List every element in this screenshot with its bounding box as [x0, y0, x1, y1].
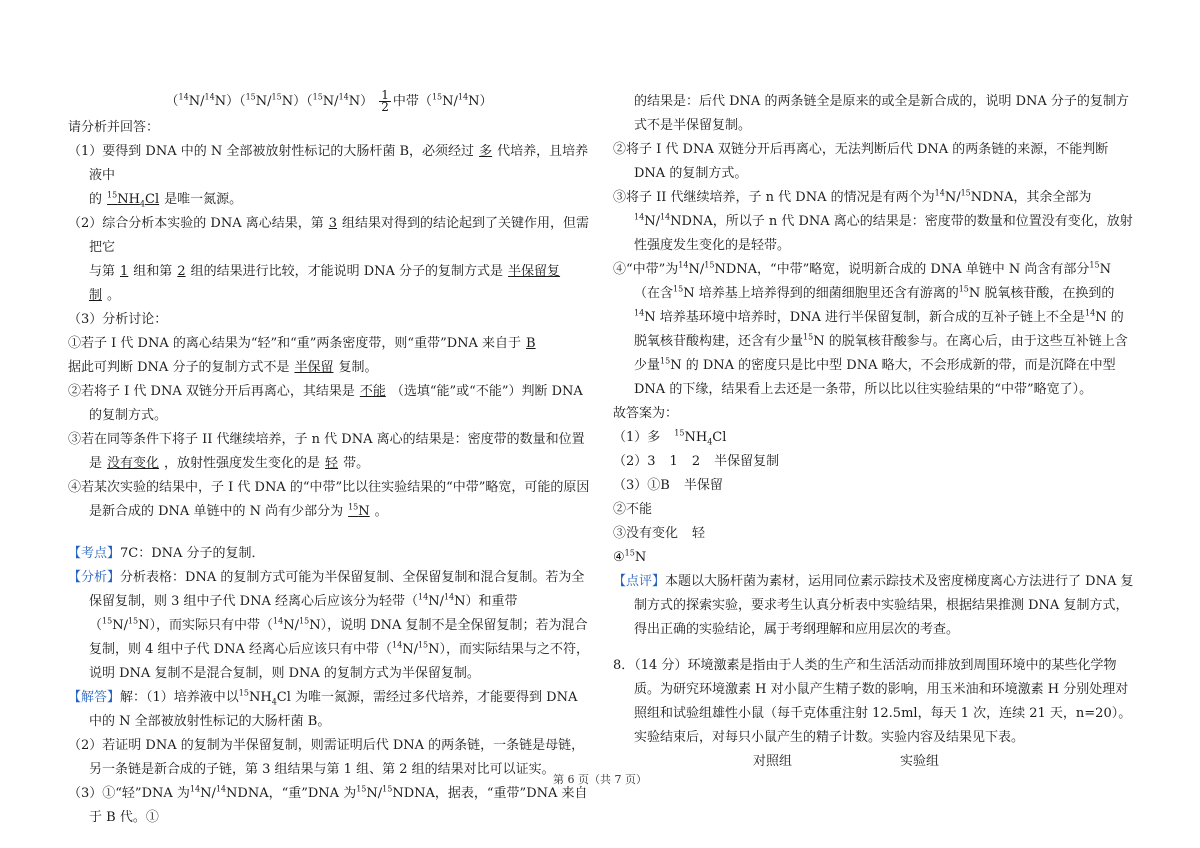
jieda-continued-3: ③将子 II 代继续培养，子 n 代 DNA 的情况是有两个为$^{14}$N/$^{15}$NDNA，其余全部为$^{14}$N/$^{14}$NDNA，所以子 n 代 DNA 离心的结果是：密度带的数量和位置没有变化，放射性强度发生变化的是轻带。 [613, 188, 1133, 253]
page-footer: 第 6 页（共 7 页） [553, 773, 647, 786]
fenxi-tag: 【分析】 [68, 570, 121, 585]
answer-blank: $^{15}$N [348, 502, 370, 519]
table-col-control: 对照组 [753, 754, 793, 769]
answer-blank: 没有变化 [107, 456, 160, 471]
answer-3: （3）①B 半保留 [613, 478, 723, 493]
sub-question-2: ②若将子 I 代 DNA 双链分开后再离心，其结果是 不能 （选填“能”或“不能”）判断 DNA 的复制方式。 [68, 384, 583, 423]
sub-question-1: ①若子 I 代 DNA 的离心结果为“轻”和“重”两条密度带，则“重带”DNA 来自于 B 据此可判断 DNA 分子的复制方式不是 半保留 复制。 [68, 332, 590, 380]
question-8: 8．（14 分）环境激素是指由于人类的生产和生活活动而排放到周围环境中的某些化学物质。为研究环境激素 H 对小鼠产生精子数的影响，用玉米油和环境激素 H 分别处理对照组和试验组雄性小鼠（每千克体重注射 12.5ml，每天 1 次，连续 21 天，n=20）。实验结束后，对每只小鼠产生的精子计数。实验内容及结果见下表。 [613, 658, 1132, 745]
table-col-experiment: 实验组 [900, 754, 940, 769]
answer-6: ④$^{15}$N [613, 548, 647, 565]
answer-blank: 不能 [359, 384, 386, 399]
dianping-tag: 【点评】 [613, 574, 666, 589]
answer-blank: 轻 [325, 456, 339, 471]
jieda-tag: 【解答】 [68, 690, 121, 705]
answer-blank: 1 [120, 264, 129, 279]
answer-5: ③没有变化 轻 [613, 526, 706, 541]
answer-blank: 多 [479, 144, 493, 159]
sub-question-4: ④若某次实验的结果中，子 I 代 DNA 的“中带”比以往实验结果的“中带”略宽，可能的原因是新合成的 DNA 单链中的 N 尚有少部分为 $^{15}$N 。 [68, 480, 590, 519]
question-2: （2）综合分析本实验的 DNA 离心结果，第 3 组结果对得到的结论起到了关键作用，但需把它 与第 1 组和第 2 组的结果进行比较，才能说明 DNA 分子的复制方式是 半保留复制 。 [68, 216, 590, 303]
right-column [613, 90, 1135, 774]
answer-blank: 半保留 [294, 360, 334, 375]
jieda-continued-2: ②将子 I 代 DNA 双链分开后再离心，无法判断后代 DNA 的两条链的来源，不能判断 DNA 的复制方式。 [613, 142, 1109, 181]
answer-2: （2）3 1 2 半保留复制 [613, 454, 780, 469]
sub-question-3: ③若在同等条件下将子 II 代继续培养，子 n 代 DNA 离心的结果是：密度带的数量和位置是 没有变化 ，放射性强度发生变化的是 轻 带。 [68, 432, 585, 471]
question-1: （1）要得到 DNA 中的 N 全部被放射性标记的大肠杆菌 B，必须经过 多 代培养，且培养液中 的 $^{15}NH_4Cl$ 是唯一氮源。 [68, 144, 589, 209]
answer-blank: $^{15}NH_4Cl$ [107, 190, 160, 209]
answer-1: （1）多 $^{15}NH_4Cl$ [613, 428, 727, 447]
kaodian-tag: 【考点】 [68, 546, 121, 561]
table-header-row: （$^{14}$N/$^{14}$N）（$^{15}$N/$^{15}$N）（$^{15}$N/$^{14}$N） $\frac{1}{2}$ 中带（$^{15}$N/$^{14}$N） [165, 88, 493, 114]
jieda-part-3: （3）①“轻”DNA 为$^{14}$N/$^{14}$NDNA，“重”DNA 为$^{15}$N/$^{15}$NDNA，据表，“重带”DNA 来自于 B 代。① [68, 784, 588, 825]
answer-blank: B [526, 336, 536, 351]
dianping-section: 【点评】本题以大肠杆菌为素材，运用同位素示踪技术及密度梯度离心方法进行了 DNA 复制方式的探索实验，要求考生认真分析表中实验结果，根据结果推测 DNA 复制方式，得出正确的实验结论，属于考纲理解和应用层次的考查。 [613, 574, 1134, 637]
answer-blank: 3 [328, 216, 338, 231]
intro-text: 请分析并回答： [68, 120, 160, 135]
left-column [68, 90, 590, 830]
fenxi-section: 【分析】分析表格：DNA 的复制方式可能为半保留复制、全保留复制和混合复制。若为全保留复制，则 3 组中子代 DNA 经离心后应该分为轻带（$^{14}$N/$^{14}$N）和重带（$^{15}$N/$^{15}$N），而实际只有中带（$^{14}$N/$^{15}$N），说明 DNA 复制不是全保留复制；若为混合复制，则 4 组中子代 DNA 经离心后应该只有中带（$^{14}$N/$^{15}$N），而实际结果与之不符，说明 DNA 复制不是混合复制，则 DNA 的复制方式为半保留复制。 [68, 570, 590, 681]
answer-blank: 半保留复制 [89, 264, 561, 303]
jieda-continued-1: 的结果是：后代 DNA 的两条链全是原来的或全是新合成的，说明 DNA 分子的复制方式不是半保留复制。 [634, 94, 1129, 133]
one-half-fraction: $\frac{1}{2}$ [381, 88, 389, 114]
answer-blank: 2 [177, 264, 186, 279]
jieda-continued-4: ④“中带”为$^{14}$N/$^{15}$NDNA，“中带”略宽，说明新合成的 DNA 单链中 N 尚含有部分$^{15}$N（在含$^{15}$N 培养基上培养得到的细菌细胞里还含有游离的$^{15}$N 脱氧核苷酸，在换到的$^{14}$N 培养基环境中培养时，DNA 进行半保留复制，新合成的互补子链上不全是$^{14}$N 的脱氧核苷酸构建，还含有少量$^{15}$N 的脱氧核苷酸参与。在离心后，由于这些互补链上含少量$^{15}$N 的 DNA 的密度只是比中型 DNA 略大，不会形成新的带，而是沉降在中型 DNA 的下缘，结果看上去还是一条带，所以比以往实验结果的“中带”略宽了）。 [613, 260, 1128, 397]
jieda-section: 【解答】解：（1）培养液中以$^{15}NH_4Cl$ 为唯一氮源，需经过多代培养，才能要得到 DNA 中的 N 全部被放射性标记的大肠杆菌 B。 [68, 688, 578, 729]
answer-4: ②不能 [613, 502, 653, 517]
answer-title: 故答案为： [613, 406, 679, 421]
question-3: （3）分析讨论： [68, 312, 168, 327]
kaodian-section: 【考点】7C：DNA 分子的复制． [68, 546, 265, 561]
jieda-part-2: （2）若证明 DNA 的复制为半保留复制，则需证明后代 DNA 的两条链，一条链是母链，另一条链是新合成的子链，第 3 组结果与第 1 组、第 2 组的结果对比可以证实。 [68, 738, 585, 777]
